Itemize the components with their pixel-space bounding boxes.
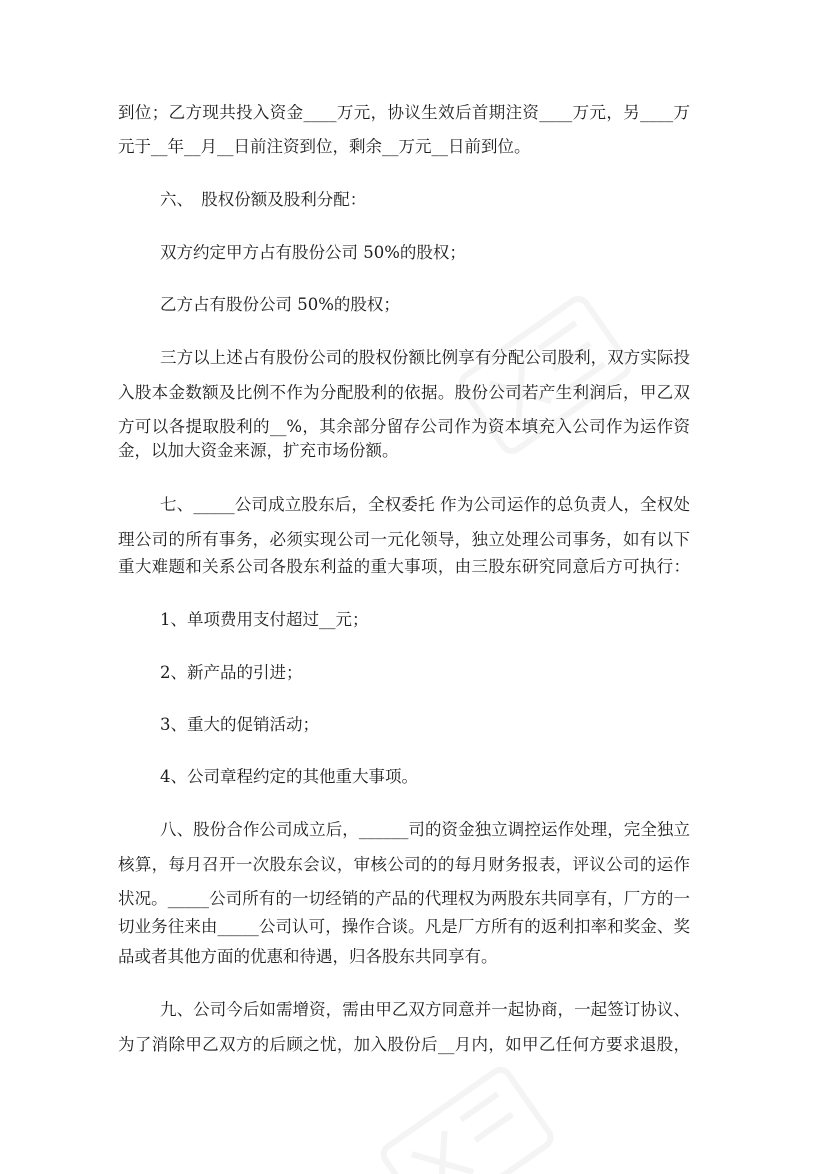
paragraph-line xyxy=(0,98,830,128)
paragraph-line xyxy=(0,552,830,582)
line-text: 双方约定甲方占有股份公司 50%的股权； xyxy=(160,243,466,262)
section-heading xyxy=(0,815,830,845)
paragraph-line xyxy=(0,290,830,320)
paragraph-line xyxy=(0,942,830,972)
paragraph-line xyxy=(0,850,830,880)
list-item xyxy=(0,605,830,635)
line-text: 4、公司章程约定的其他重大事项。 xyxy=(160,767,418,786)
line-text: 为了消除甲乙双方的后顾之忧，加入股份后__月内，如甲乙任何方要求退股， xyxy=(118,1035,690,1054)
line-text: 九、公司今后如需增资，需由甲乙双方同意并一起协商，一起签订协议、 xyxy=(160,1000,690,1019)
watermark-stamp-bottom-icon xyxy=(360,1040,580,1174)
paragraph-line xyxy=(0,238,830,268)
line-text: 乙方占有股份公司 50%的股权； xyxy=(160,295,400,314)
line-text: 状况。_____公司所有的一切经销的产品的代理权为两股东共同享有，厂方的一 xyxy=(118,889,690,908)
paragraph-line xyxy=(0,378,830,408)
line-text: 八、股份合作公司成立后，______司的资金独立调控运作处理，完全独立 xyxy=(160,820,690,839)
line-text: 入股本金数额及比例不作为分配股利的依据。股份公司若产生利润后，甲乙双 xyxy=(118,383,690,402)
paragraph-line xyxy=(0,436,830,466)
line-text: 切业务往来由_____公司认可，操作合谈。凡是厂方所有的返利扣率和奖金、奖 xyxy=(118,917,690,936)
line-text: 七、_____公司成立股东后，全权委托 作为公司运作的总负责人，全权处 xyxy=(160,495,690,514)
section-heading xyxy=(0,995,830,1025)
line-text: 核算，每月召开一次股东会议，审核公司的的每月财务报表，评议公司的运作 xyxy=(118,855,690,874)
line-text: 重大难题和关系公司各股东利益的重大事项，由三股东研究同意后方可执行： xyxy=(118,557,690,576)
line-text: 方可以各提取股利的__%，其余部分留存公司作为资本填充入公司作为运作资 xyxy=(118,417,690,436)
line-text: 理公司的所有事务，必须实现公司一元化领导，独立处理公司事务，如有以下 xyxy=(118,530,690,549)
line-text: 到位；乙方现共投入资金____万元，协议生效后首期注资____万元，另____万 xyxy=(118,103,690,122)
paragraph-line xyxy=(0,343,830,373)
section-heading xyxy=(0,185,830,215)
paragraph-line xyxy=(0,132,830,162)
line-text: 金，以加大资金来源，扩充市场份额。 xyxy=(118,441,399,460)
line-text: 1、单项费用支付超过__元； xyxy=(160,610,369,629)
line-text: 六、 股权份额及股利分配： xyxy=(160,190,367,209)
list-item xyxy=(0,762,830,792)
paragraph-line xyxy=(0,525,830,555)
line-text: 3、重大的促销活动； xyxy=(160,715,319,734)
line-text: 品或者其他方面的优惠和待遇，归各股东共同享有。 xyxy=(118,947,498,966)
line-text: 元于__年__月__日前注资到位，剩余__万元__日前到位。 xyxy=(118,137,531,156)
line-text: 2、新产品的引进； xyxy=(160,663,303,682)
list-item xyxy=(0,710,830,740)
list-item xyxy=(0,658,830,688)
paragraph-line xyxy=(0,884,830,914)
paragraph-line xyxy=(0,912,830,942)
section-heading xyxy=(0,490,830,520)
paragraph-line xyxy=(0,1030,830,1060)
line-text: 三方以上述占有股份公司的股权份额比例享有分配公司股利，双方实际投 xyxy=(160,348,690,367)
